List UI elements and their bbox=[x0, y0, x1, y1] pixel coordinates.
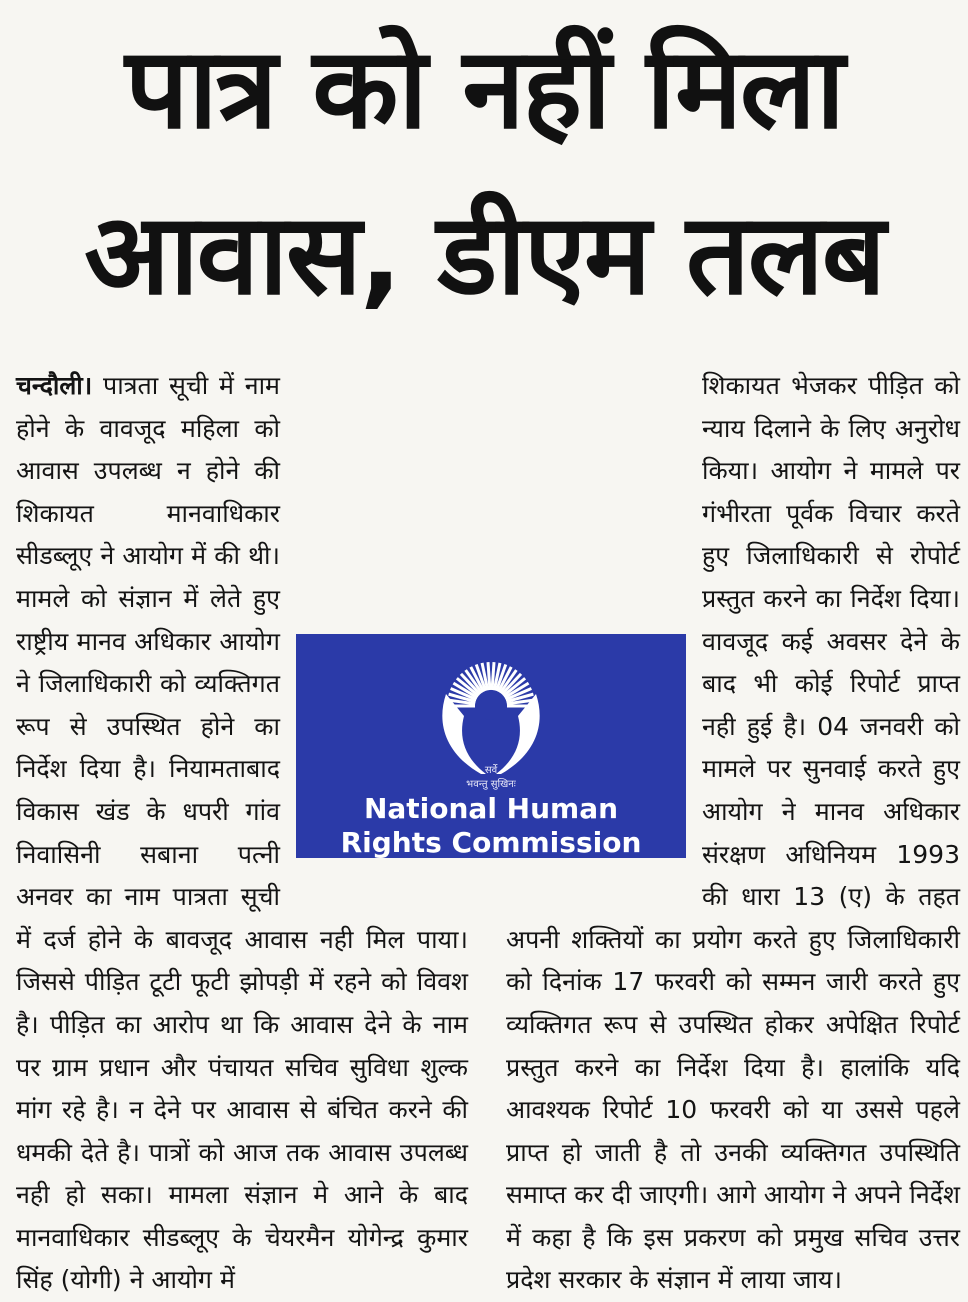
logo-motto bbox=[446, 762, 536, 790]
nhrc-logo-image bbox=[296, 634, 686, 858]
logo-name-line-2: Rights Commission bbox=[340, 826, 642, 859]
headline-line-1: पात्र को नहीं मिला bbox=[124, 24, 844, 154]
motto-line-2: भवन्तु सुखिनः bbox=[466, 779, 516, 790]
logo-name-line-1: National Human bbox=[363, 792, 619, 825]
headline-line-2: आवास, डीएम तलब bbox=[84, 190, 884, 320]
sun-ray bbox=[488, 662, 490, 690]
left-column-text: पात्रता सूची में नाम होने के वावजूद महिला को आवास उपलब्ध न होने की शिकायत मानवाधिकार सीडब्लूए ने आयोग में की थी। मामले को संज्ञान में लेते हुए राष्ट्रीय मानव अधिकार आयोग ने जिलाधिकारी को व्यक्तिगत रूप से उपस्थित होने का निर्देश दिया है। नियामताबाद विकास खंड के धपरी गांव निवासिनी सबाना पत्नी अनवर का नाम पात्रता सूची में दर्ज होने के बावजूद आवास नही मिल पाया। जिससे पीड़ित टूटी फूटी झोपड़ी में रहने को विवश है। पीड़ित का आरोप था कि आवास देने के नाम पर ग्राम प्रधान और पंचायत सचिव सुविधा शुल्क मांग रहे है। न देने पर आवास से बंचित करने की धमकी देते है। पात्रों को आज तक आवास उपलब्ध नही हो सका। मामला संज्ञान मे आने के बाद मानवाधिकार सीडब्लूए के चेयरमैन योगेन्द्र कुमार सिंह (योगी) ने आयोग में bbox=[16, 371, 468, 1295]
motto-line-1: सर्वे bbox=[484, 765, 498, 776]
right-column-text: शिकायत भेजकर पीड़ित को न्याय दिलाने के लिए अनुरोध किया। आयोग ने मामले पर गंभीरता पूर्वक विचार करते हुए जिलाधिकारी से रोपोर्ट प्रस्तुत करने का निर्देश दिया। वावजूद कई अवसर देने के बाद भी कोई रिपोर्ट प्राप्त नही हुई है। 04 जनवरी को मामले पर सुनवाई करते हुए आयोग ने मानव अधिकार संरक्षण अधिनियम 1993 की धारा 13 (ए) के तहत अपनी शक्तियों का प्रयोग करते हुए जिलाधिकारी को दिनांक 17 फरवरी को सम्मन जारी करते हुए व्यक्तिगत रूप से उपस्थित होकर अपेक्षित रिपोर्ट प्रस्तुत करने का निर्देश दिया है। हालांकि यदि आवश्यक रिपोर्ट 10 फरवरी को या उससे पहले प्राप्त हो जाती है तो उनकी व्यक्तिगत उपस्थिति समाप्त कर दी जाएगी। आगे आयोग ने अपने निर्देश में कहा है कि इस प्रकरण को प्रमुख सचिव उत्तर प्रदेश सरकार के संज्ञान में लाया जाय। bbox=[506, 371, 960, 1295]
dateline: चन्दौली। bbox=[16, 371, 93, 400]
